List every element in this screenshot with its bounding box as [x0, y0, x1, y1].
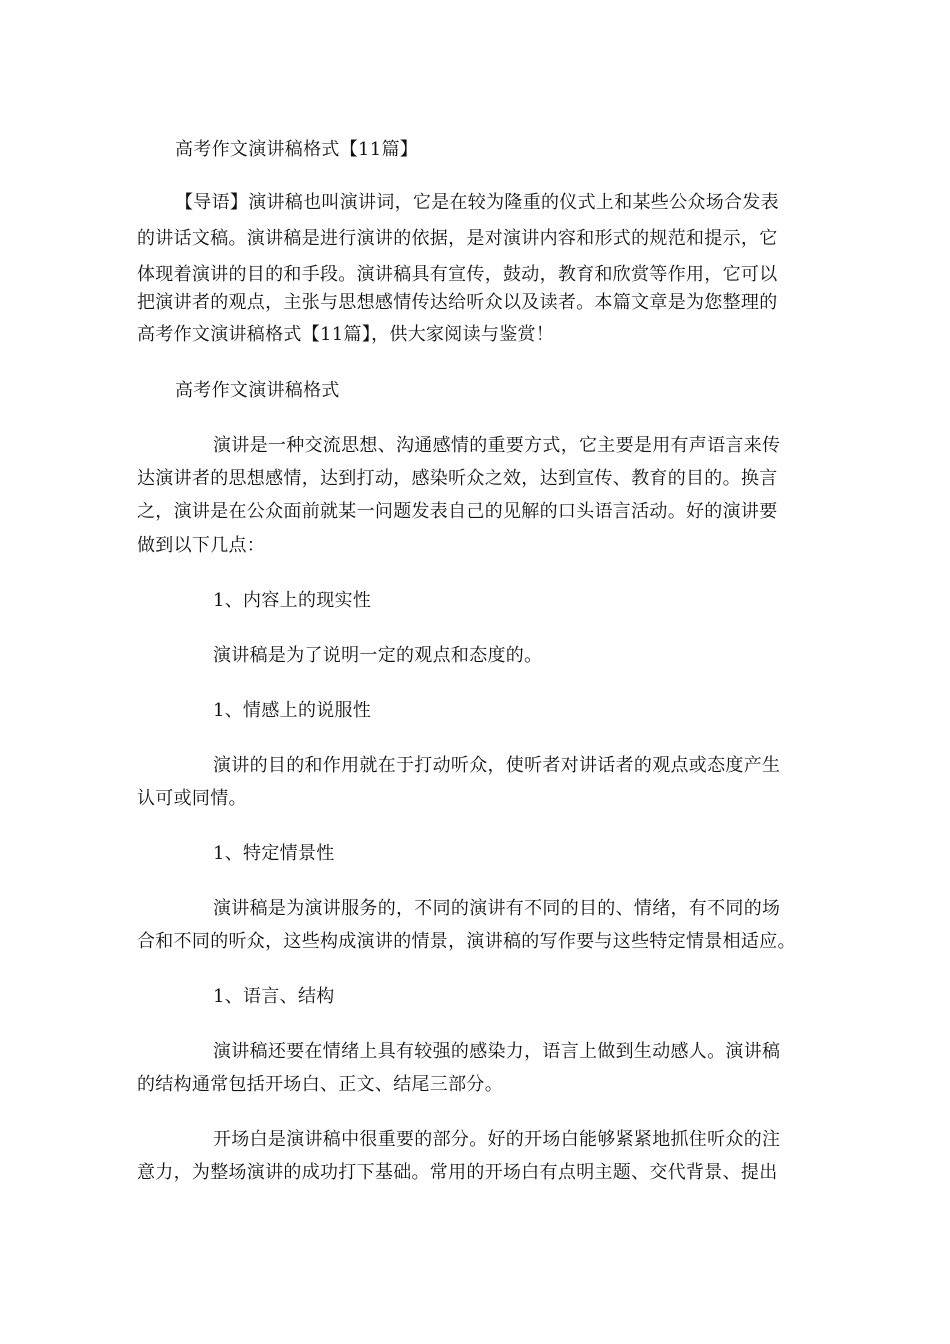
item-text: 演讲稿是为了说明一定的观点和态度的。 [213, 645, 543, 666]
item-heading: 1、特定情景性 [213, 843, 335, 864]
paragraph-line: 演讲是一种交流思想、沟通感情的重要方式，它主要是用有声语言来传 [213, 435, 781, 456]
intro-line: 高考作文演讲稿格式【11篇】，供大家阅读与鉴赏！ [137, 324, 555, 345]
item-text-line: 演讲稿还要在情绪上具有较强的感染力，语言上做到生动感人。演讲稿 [213, 1041, 781, 1062]
intro-line: 的讲话文稿。演讲稿是进行演讲的依据，是对演讲内容和形式的规范和提示，它 [137, 228, 778, 249]
item-heading: 1、内容上的现实性 [213, 590, 372, 611]
intro-line: 【导语】演讲稿也叫演讲词，它是在较为隆重的仪式上和某些公众场合发表 [175, 192, 779, 213]
item-text-line: 认可或同情。 [137, 788, 247, 809]
paragraph-line: 之，演讲是在公众面前就某一问题发表自己的见解的口头语言活动。好的演讲要 [137, 501, 778, 522]
item-heading: 1、语言、结构 [213, 986, 335, 1007]
section-heading: 高考作文演讲稿格式 [175, 380, 340, 401]
intro-line: 把演讲者的观点，主张与思想感情传达给听众以及读者。本篇文章是为您整理的 [137, 292, 778, 313]
intro-line: 体现着演讲的目的和手段。演讲稿具有宣传，鼓动，教育和欣赏等作用，它可以 [137, 264, 778, 285]
item-text-line: 演讲的目的和作用就在于打动听众，使听者对讲话者的观点或态度产生 [213, 755, 781, 776]
paragraph-line: 达演讲者的思想感情，达到打动，感染听众之效，达到宣传、教育的目的。换言 [137, 468, 778, 489]
paragraph-line: 开场白是演讲稿中很重要的部分。好的开场白能够紧紧地抓住听众的注 [213, 1129, 781, 1150]
document-title: 高考作文演讲稿格式【11篇】 [175, 139, 419, 160]
item-text-line: 演讲稿是为演讲服务的，不同的演讲有不同的目的、情绪，有不同的场 [213, 898, 781, 919]
item-text-line: 合和不同的听众，这些构成演讲的情景，演讲稿的写作要与这些特定情景相适应。 [137, 931, 796, 952]
item-heading: 1、情感上的说服性 [213, 700, 372, 721]
paragraph-line: 做到以下几点： [137, 535, 266, 556]
paragraph-line: 意力，为整场演讲的成功打下基础。常用的开场白有点明主题、交代背景、提出 [137, 1162, 778, 1183]
item-text-line: 的结构通常包括开场白、正文、结尾三部分。 [137, 1074, 503, 1095]
